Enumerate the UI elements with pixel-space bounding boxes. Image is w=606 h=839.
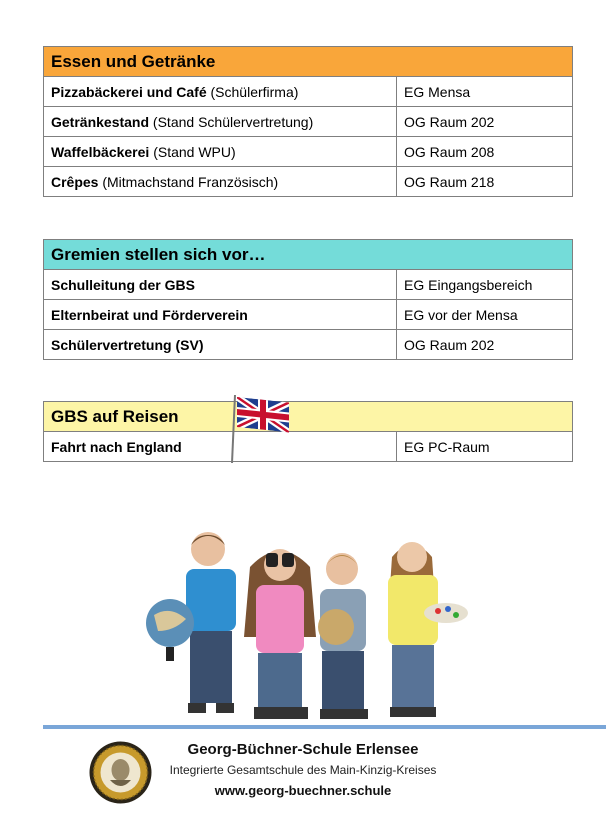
row-label bbox=[44, 432, 397, 462]
food-drinks-table bbox=[43, 46, 573, 197]
row-label-bold: Crêpes bbox=[51, 173, 99, 190]
row-label-extra: (Stand WPU) bbox=[149, 143, 236, 160]
table-row bbox=[44, 330, 573, 360]
school-subtitle: Integrierte Gesamtschule des Main-Kinzig-Kreises bbox=[169, 763, 437, 777]
row-location: EG vor der Mensa bbox=[397, 300, 573, 330]
children-with-globes-photo bbox=[130, 527, 472, 727]
table-row bbox=[44, 137, 573, 167]
row-label-extra: (Mitmachstand Französisch) bbox=[98, 173, 279, 190]
travel-table bbox=[43, 401, 573, 462]
union-jack-flag-icon bbox=[229, 391, 293, 463]
row-label-bold: Waffelbäckerei bbox=[51, 143, 150, 160]
row-label-extra: (Stand Schülervertretung) bbox=[149, 113, 314, 130]
row-label bbox=[44, 300, 397, 330]
row-label-bold: Getränkestand bbox=[51, 113, 150, 130]
row-label bbox=[44, 330, 397, 360]
row-label bbox=[44, 107, 397, 137]
row-label-bold: Pizzabäckerei und Café bbox=[51, 83, 207, 100]
table-row bbox=[44, 270, 573, 300]
row-label-bold: Elternbeirat und Förderverein bbox=[51, 306, 248, 323]
row-location: EG Eingangsbereich bbox=[397, 270, 573, 300]
row-label-bold: Fahrt nach England bbox=[51, 438, 182, 455]
table-row bbox=[44, 107, 573, 137]
row-location: EG PC-Raum bbox=[397, 432, 573, 462]
table-row bbox=[44, 432, 573, 462]
row-location: OG Raum 218 bbox=[397, 167, 573, 197]
row-location: OG Raum 208 bbox=[397, 137, 573, 167]
row-label-bold: Schulleitung der GBS bbox=[51, 276, 195, 293]
child-figure bbox=[244, 549, 316, 719]
row-label bbox=[44, 167, 397, 197]
section-header-travel: GBS auf Reisen bbox=[44, 402, 573, 432]
row-label bbox=[44, 270, 397, 300]
row-label bbox=[44, 77, 397, 107]
table-row bbox=[44, 167, 573, 197]
committees-table bbox=[43, 239, 573, 360]
child-figure bbox=[146, 532, 236, 713]
child-figure bbox=[318, 553, 368, 719]
row-label-extra: (Schülerfirma) bbox=[206, 83, 299, 100]
school-seal-logo bbox=[88, 740, 153, 805]
row-location: OG Raum 202 bbox=[397, 107, 573, 137]
section-header-food: Essen und Getränke bbox=[44, 47, 573, 77]
table-row bbox=[44, 300, 573, 330]
row-label-bold: Schülervertretung (SV) bbox=[51, 336, 204, 353]
table-row bbox=[44, 77, 573, 107]
row-label bbox=[44, 137, 397, 167]
child-figure bbox=[388, 542, 468, 717]
row-location: EG Mensa bbox=[397, 77, 573, 107]
footer-divider bbox=[43, 725, 606, 729]
section-header-committees: Gremien stellen sich vor… bbox=[44, 240, 573, 270]
row-location: OG Raum 202 bbox=[397, 330, 573, 360]
school-website-link[interactable]: www.georg-buechner.schule bbox=[214, 783, 392, 798]
school-name: Georg-Büchner-Schule Erlensee bbox=[187, 741, 419, 758]
